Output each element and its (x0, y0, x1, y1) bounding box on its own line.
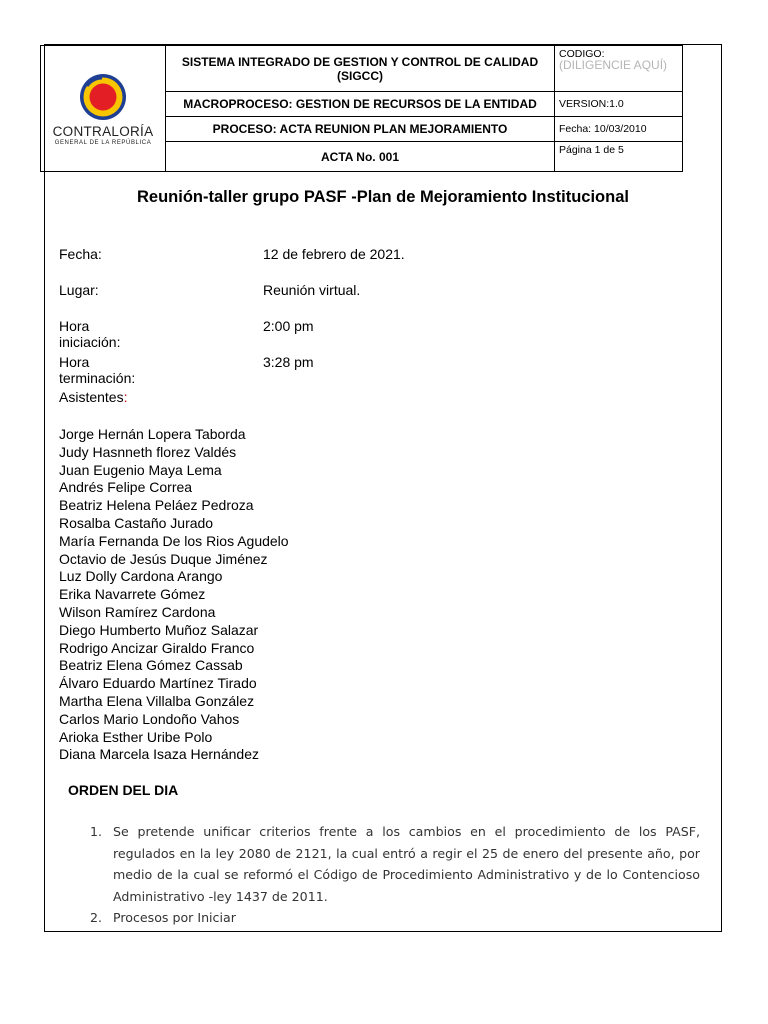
attendee: Octavio de Jesús Duque Jiménez (59, 550, 268, 567)
code-value: (DILIGENCIE AQUÍ) (559, 58, 668, 72)
document-header (40, 45, 683, 172)
attendee: Diego Humberto Muñoz Salazar (59, 621, 259, 638)
attendees-label: Asistentes (59, 389, 124, 405)
agenda-text: Se pretende unificar criterios frente a los cambios en el procedimiento de los PASF, regulados en la ley 2080 de 2121, la cual entró a regir el 25 de enero del presente año, por medio de la cual se reformó el Código de Procedimiento Administrativo y de lo Contencioso Administrativo -ley 1437 de 2011. (113, 824, 700, 904)
attendee: Martha Elena Villalba González (59, 692, 255, 709)
agenda-title: ORDEN DEL DIA (68, 782, 179, 798)
agenda-text: Procesos por Iniciar (113, 910, 236, 925)
process: PROCESO: ACTA REUNION PLAN MEJORAMIENTO (166, 117, 555, 142)
macroprocess: MACROPROCESO: GESTION DE RECURSOS DE LA ENTIDAD (166, 92, 555, 117)
attendees-colon: : (123, 389, 128, 405)
attendee: Erika Navarrete Gómez (59, 586, 206, 603)
attendees-list (59, 426, 289, 764)
code-cell (555, 46, 683, 92)
agenda-number: 2. (90, 910, 103, 925)
code-label: CODIGO: (559, 48, 605, 60)
attendee: Wilson Ramírez Cardona (59, 603, 216, 620)
acta-number: ACTA No. 001 (166, 142, 555, 172)
attendee: Juan Eugenio Maya Lema (59, 461, 222, 478)
field-label: Hora iniciación: (59, 318, 121, 350)
agenda-item (90, 821, 700, 907)
attendee: Jorge Hernán Lopera Taborda (59, 426, 246, 442)
field-label: Hora terminación: (59, 354, 136, 386)
logo-cell (41, 46, 166, 172)
attendee: Beatriz Helena Peláez Pedroza (59, 497, 254, 514)
agenda-list (90, 821, 700, 929)
attendee: Rosalba Castaño Jurado (59, 514, 214, 531)
attendee: Rodrigo Ancizar Giraldo Franco (59, 639, 255, 656)
attendee: Andrés Felipe Correa (59, 479, 193, 496)
field-label: Lugar: (59, 282, 99, 298)
agenda-item (90, 907, 700, 929)
page-number: Página 1 de 5 (555, 142, 683, 172)
field-label: Fecha: (59, 246, 102, 262)
field-value: 2:00 pm (263, 318, 314, 334)
document-title: Reunión-taller grupo PASF -Plan de Mejoramiento Institucional (137, 188, 629, 206)
system-name: SISTEMA INTEGRADO DE GESTION Y CONTROL DE CALIDAD (SIGCC) (166, 46, 555, 92)
attendee: Arioka Esther Uribe Polo (59, 728, 213, 745)
version: VERSION:1.0 (555, 92, 683, 117)
contraloria-logo (41, 72, 165, 146)
attendee: Beatriz Elena Gómez Cassab (59, 657, 243, 674)
attendee: Judy Hasnneth florez Valdés (59, 443, 237, 460)
issue-date: Fecha: 10/03/2010 (555, 117, 683, 142)
attendee: Carlos Mario Londoño Vahos (59, 710, 240, 727)
field-value: 3:28 pm (263, 354, 314, 370)
attendee: Luz Dolly Cardona Arango (59, 568, 223, 585)
attendee: Álvaro Eduardo Martínez Tirado (59, 675, 257, 692)
attendee: Diana Marcela Isaza Hernández (59, 746, 259, 763)
agenda-number: 1. (90, 824, 103, 839)
attendees-heading (59, 389, 127, 405)
field-value: 12 de febrero de 2021. (263, 246, 405, 262)
attendee: María Fernanda De los Rios Agudelo (59, 532, 289, 549)
logo-subtitle: GENERAL DE LA REPÚBLICA (54, 139, 152, 146)
logo-name: CONTRALORÍA (52, 123, 154, 139)
field-value: Reunión virtual. (263, 282, 361, 298)
contraloria-emblem-icon (78, 72, 128, 122)
